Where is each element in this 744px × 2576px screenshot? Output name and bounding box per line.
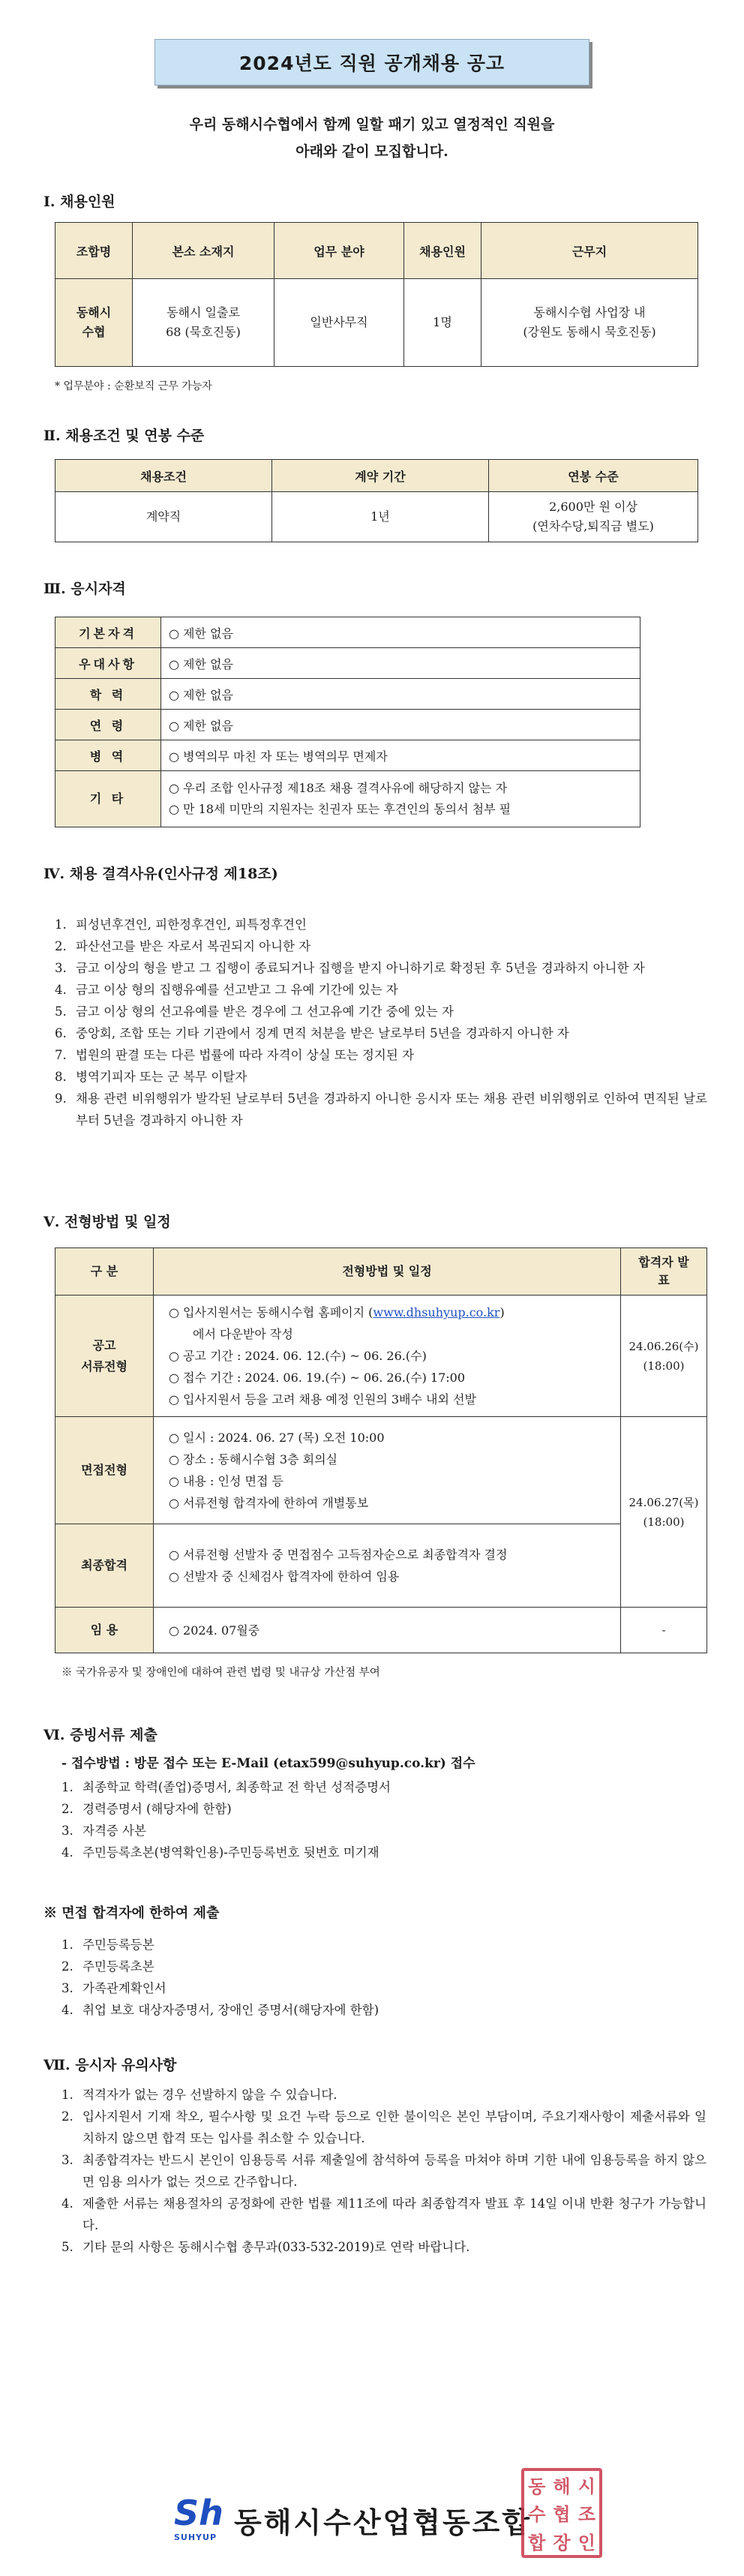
detail-text: ): [500, 1305, 505, 1320]
list-item: 9. 채용 관련 비위행위가 발각된 날로부터 5년을 경과하지 아니한 응시자 또는 채용 관련 비위행위로 인하여 면직된 날로부터 5년을 경과하지 아니한 자: [55, 1088, 707, 1131]
interview-docs-title: ※ 면접 합격자에 한하여 제출: [44, 1905, 220, 1921]
qualification-value: ○ 제한 없음: [161, 710, 640, 740]
result-line: (18:00): [643, 1359, 685, 1373]
table-header: 구 분: [56, 1248, 154, 1296]
recruit-note: * 업무분야 : 순환보직 근무 가능자: [55, 380, 212, 392]
list-item: 2. 경력증명서 (해당자에 한함): [62, 1798, 714, 1820]
section-6-title: Ⅵ. 증빙서류 제출: [44, 1727, 158, 1743]
detail-line: ○ 서류전형 합격자에 한하여 개별통보: [169, 1496, 369, 1510]
recruit-table: [55, 222, 698, 367]
table-header: 채용조건: [56, 460, 272, 492]
list-item: 4. 취업 보호 대상자증명서, 장애인 증명서(해당자에 한함): [62, 1999, 714, 2021]
seal-char: 장: [553, 2532, 571, 2553]
table-row: [56, 617, 640, 648]
detail-line: ○ 서류전형 선발자 중 면접점수 고득점자순으로 최종합격자 결정: [169, 1548, 508, 1562]
table-header: 전형방법 및 일정: [154, 1248, 621, 1296]
detail-line: ○ 입사지원서 등을 고려 채용 예정 인원의 3배수 내외 선발: [169, 1392, 476, 1407]
list-item: 8. 병역기피자 또는 군 복무 이탈자: [55, 1066, 707, 1088]
workplace-line: 동해시수협 사업장 내: [533, 305, 646, 320]
qualification-key: 연 령: [56, 710, 161, 740]
disqualification-list: [55, 914, 707, 1131]
condition-cell: 계약직: [56, 492, 272, 542]
table-row: [56, 679, 640, 710]
stage-key: 면접전형: [56, 1417, 154, 1524]
list-item-text: 가족관계확인서: [82, 1981, 166, 1995]
detail-line: 에서 다운받아 작성: [193, 1327, 293, 1341]
table-header: 연봉 수준: [489, 460, 698, 492]
qualification-key: 병 역: [56, 740, 161, 771]
list-item-text: 주민등록등본: [82, 1938, 154, 1952]
table-header: 근무지: [482, 223, 698, 279]
list-item: 2. 주민등록초본: [62, 1956, 714, 1977]
qualification-line: ○ 만 18세 미만의 지원자는 친권자 또는 후견인의 동의서 첨부 필: [169, 802, 512, 816]
qualification-value: ○ 병역의무 마친 자 또는 병역의무 면제자: [161, 740, 640, 771]
list-item: 1. 적격자가 없는 경우 선발하지 않을 수 있습니다.: [62, 2084, 706, 2106]
table-row: [56, 771, 640, 827]
list-item-text: 금고 이상의 형을 받고 그 집행이 종료되거나 집행을 받지 아니하기로 확정된 후 5년을 경과하지 아니한 자: [76, 961, 645, 975]
detail-line: ○ 장소 : 동해시수협 3층 회의실: [169, 1452, 338, 1467]
seal-char: 시: [578, 2476, 596, 2498]
period-cell: 1년: [272, 492, 489, 542]
suhyup-logo-icon: [174, 2493, 222, 2547]
table-header: 합격자 발 표: [621, 1248, 707, 1296]
result-line: 24.06.27(목): [628, 1495, 699, 1509]
section-4-title: Ⅳ. 채용 결격사유(인사규정 제18조): [44, 866, 278, 882]
qualification-key: 기 타: [56, 771, 161, 827]
detail-line: ○ 접수 기간 : 2024. 06. 19.(수) ~ 06. 26.(수) 17:00: [169, 1371, 466, 1385]
table-row: [56, 648, 640, 679]
table-row: [56, 740, 640, 771]
list-item: 1. 주민등록등본: [62, 1934, 714, 1956]
seal-char: 인: [578, 2532, 596, 2553]
list-item-text: 기타 문의 사항은 동해시수협 총무과(033-532-2019)로 연락 바랍니다.: [82, 2240, 470, 2254]
qualification-value: ○ 제한 없음: [161, 648, 640, 679]
list-item: 3. 금고 이상의 형을 받고 그 집행이 종료되거나 집행을 받지 아니하기로 확정된 후 5년을 경과하지 아니한 자: [55, 957, 707, 979]
seal-char: 조: [578, 2504, 596, 2526]
table-header: 업무 분야: [274, 223, 404, 279]
schedule-note: ※ 국가유공자 및 장애인에 대하여 관련 법령 및 내규상 가산점 부여: [62, 1667, 380, 1679]
list-item-text: 경력증명서 (해당자에 한함): [82, 1802, 232, 1816]
section-1-title: Ⅰ. 채용인원: [44, 194, 116, 210]
list-item: 4. 주민등록초본(병역확인용)-주민등록번호 뒷번호 미기재: [62, 1842, 714, 1863]
list-item-text: 최종합격자는 반드시 본인이 임용등록 서류 제출일에 참석하여 등록을 마쳐야 하며 기한 내에 임용등록을 하지 않으면 임용 의사가 없는 것으로 간주합니다.: [82, 2153, 706, 2189]
salary-cell: [489, 492, 698, 542]
list-item: 2. 입사지원서 기재 착오, 필수사항 및 요건 누락 등으로 인한 불이익은 본인 부담이며, 주요기재사항이 제출서류와 일치하지 않으면 합격 또는 입사를 취소할 수 있습니다.: [62, 2106, 706, 2149]
table-row: [56, 710, 640, 740]
list-item-text: 파산선고를 받은 자로서 복권되지 아니한 자: [76, 939, 311, 953]
table-header: 조합명: [56, 223, 133, 279]
list-item-text: 중앙회, 조합 또는 기타 기관에서 징계 면직 처분을 받은 날로부터 5년을 경과하지 아니한 자: [76, 1026, 569, 1040]
list-item: 2. 파산선고를 받은 자로서 복권되지 아니한 자: [55, 935, 707, 957]
qualification-value: [161, 771, 640, 827]
org-line: 동해시: [76, 305, 112, 320]
salary-line: (연차수당,퇴직금 별도): [532, 519, 654, 533]
organization-name: 동해시수산업협동조합: [234, 2506, 532, 2539]
list-item-text: 취업 보호 대상자증명서, 장애인 증명서(해당자에 한함): [82, 2003, 380, 2017]
table-row: [56, 492, 698, 542]
stage-key: [56, 1296, 154, 1417]
qualification-line: ○ 우리 조합 인사규정 제18조 채용 결격사유에 해당하지 않는 자: [169, 781, 508, 795]
table-row: [56, 279, 698, 367]
list-item: 4. 제출한 서류는 채용절차의 공정화에 관한 법률 제11조에 따라 최종합격자 발표 후 14일 이내 반환 청구가 가능합니다.: [62, 2193, 706, 2236]
list-item-text: 금고 이상 형의 선고유예를 받은 경우에 그 선고유예 기간 중에 있는 자: [76, 1004, 454, 1019]
detail-line: ○ 내용 : 인성 면접 등: [169, 1474, 284, 1488]
list-item: 4. 금고 이상 형의 집행유예를 선고받고 그 유예 기간에 있는 자: [55, 979, 707, 1001]
seal-char: 수: [528, 2504, 546, 2526]
result-cell: [621, 1417, 707, 1608]
list-item-text: 주민등록초본: [82, 1959, 154, 1974]
conditions-table: [55, 459, 698, 542]
list-item-text: 자격증 사본: [82, 1824, 146, 1838]
org-line: 수협: [82, 325, 106, 339]
table-row: [56, 1608, 707, 1653]
stage-key-line: 공고: [92, 1338, 116, 1353]
list-item: 3. 가족관계확인서: [62, 1977, 714, 1999]
list-item: 6. 중앙회, 조합 또는 기타 기관에서 징계 면직 처분을 받은 날로부터 5년을 경과하지 아니한 자: [55, 1022, 707, 1044]
qualification-key: 우대사항: [56, 648, 161, 679]
seal-char: 합: [528, 2532, 546, 2553]
section-3-title: Ⅲ. 응시자격: [44, 581, 126, 597]
list-item: 3. 최종합격자는 반드시 본인이 임용등록 서류 제출일에 참석하여 등록을 마쳐야 하며 기한 내에 임용등록을 하지 않으면 임용 의사가 없는 것으로 간주합니다.: [62, 2149, 706, 2193]
address-line: 68 (묵호진동): [166, 325, 241, 339]
qualification-key: 기본자격: [56, 617, 161, 648]
list-item: 5. 금고 이상 형의 선고유예를 받은 경우에 그 선고유예 기간 중에 있는 자: [55, 1001, 707, 1022]
table-header: 본소 소재지: [133, 223, 274, 279]
homepage-link[interactable]: www.dhsuhyup.co.kr: [373, 1305, 500, 1320]
result-cell: -: [621, 1608, 707, 1653]
list-item-text: 채용 관련 비위행위가 발각된 날로부터 5년을 경과하지 아니한 응시자 또는 채용 관련 비위행위로 인하여 면직된 날로부터 5년을 경과하지 아니한 자: [76, 1091, 707, 1127]
seal-char: 협: [553, 2504, 571, 2526]
intro-line-1: 우리 동해시수협에서 함께 일할 패기 있고 열정적인 직원을: [189, 116, 555, 133]
list-item-text: 적격자가 없는 경우 선발하지 않을 수 있습니다.: [82, 2088, 338, 2102]
detail-line: ○ 선발자 중 신체검사 합격자에 한하여 임용: [169, 1569, 400, 1584]
seal-char: 동: [528, 2476, 546, 2498]
submission-method: - 접수방법 : 방문 접수 또는 E-Mail (etax599@suhyup.co.kr) 접수: [62, 1756, 476, 1771]
list-item: 5. 기타 문의 사항은 동해시수협 총무과(033-532-2019)로 연락 바랍니다.: [62, 2236, 706, 2258]
address-cell: [133, 279, 274, 367]
qualification-value: ○ 제한 없음: [161, 617, 640, 648]
list-item-text: 최종학교 학력(졸업)증명서, 최종학교 전 학년 성적증명서: [82, 1780, 391, 1794]
logo-mark-text: Sh: [174, 2493, 224, 2533]
count-cell: 1명: [404, 279, 482, 367]
stage-key: 최종합격: [56, 1524, 154, 1608]
detail-line: [169, 1302, 620, 1323]
section-5-title: Ⅴ. 전형방법 및 일정: [44, 1214, 171, 1230]
field-cell: 일반사무직: [274, 279, 404, 367]
notice-list: [62, 2084, 706, 2258]
stage-detail: [154, 1417, 621, 1524]
list-item-text: 주민등록초본(병역확인용)-주민등록번호 뒷번호 미기재: [82, 1845, 380, 1860]
list-item: 1. 피성년후견인, 피한정후견인, 피특정후견인: [55, 914, 707, 935]
org-cell: [56, 279, 133, 367]
list-item-text: 입사지원서 기재 착오, 필수사항 및 요건 누락 등으로 인한 불이익은 본인 부담이며, 주요기재사항이 제출서류와 일치하지 않으면 합격 또는 입사를 취소할 수 있습니다.: [82, 2109, 706, 2145]
table-header: 채용인원: [404, 223, 482, 279]
schedule-table: [55, 1247, 707, 1653]
list-item-text: 제출한 서류는 채용절차의 공정화에 관한 법률 제11조에 따라 최종합격자 발표 후 14일 이내 반환 청구가 가능합니다.: [82, 2196, 706, 2232]
qualification-key: 학 력: [56, 679, 161, 710]
salary-line: 2,600만 원 이상: [549, 500, 638, 514]
section-2-title: Ⅱ. 채용조건 및 연봉 수준: [44, 428, 205, 444]
logo-caption: SUHYUP: [174, 2532, 218, 2542]
table-header-row: [56, 223, 698, 279]
list-item-text: 금고 이상 형의 집행유예를 선고받고 그 유예 기간에 있는 자: [76, 983, 398, 997]
stage-detail: ○ 2024. 07월중: [154, 1608, 621, 1653]
list-item: 1. 최종학교 학력(졸업)증명서, 최종학교 전 학년 성적증명서: [62, 1776, 714, 1798]
detail-line: ○ 공고 기간 : 2024. 06. 12.(수) ~ 06. 26.(수): [169, 1349, 427, 1363]
detail-line: ○ 일시 : 2024. 06. 27 (목) 오전 10:00: [169, 1431, 385, 1445]
workplace-cell: [482, 279, 698, 367]
address-line: 동해시 일출로: [166, 305, 240, 320]
list-item-text: 병역기피자 또는 군 복무 이탈자: [76, 1070, 248, 1084]
list-item: 7. 법원의 판결 또는 다른 법률에 따라 자격이 상실 또는 정지된 자: [55, 1044, 707, 1066]
interview-document-list: [62, 1934, 714, 2021]
table-row: [56, 1296, 707, 1417]
qualification-value: ○ 제한 없음: [161, 679, 640, 710]
list-item-text: 법원의 판결 또는 다른 법률에 따라 자격이 상실 또는 정지된 자: [76, 1048, 414, 1062]
table-header-row: [56, 1248, 707, 1296]
qualification-table: [55, 617, 640, 827]
table-header: 계약 기간: [272, 460, 489, 492]
list-item: 3. 자격증 사본: [62, 1820, 714, 1842]
stage-key-line: 서류전형: [81, 1359, 128, 1374]
stage-detail: [154, 1296, 621, 1417]
list-item-text: 피성년후견인, 피한정후견인, 피특정후견인: [76, 917, 307, 932]
seal-char: 해: [553, 2476, 571, 2498]
section-7-title: Ⅶ. 응시자 유의사항: [44, 2057, 177, 2073]
workplace-line: (강원도 동해시 묵호진동): [523, 325, 656, 339]
result-line: 24.06.26(수): [628, 1339, 699, 1353]
table-row: [56, 1524, 707, 1608]
result-cell: [621, 1296, 707, 1417]
table-row: [56, 1417, 707, 1524]
notice-title: 2024년도 직원 공개채용 공고: [154, 39, 590, 86]
document-list: [62, 1776, 714, 1863]
detail-text: ○ 입사지원서는 동해시수협 홈페이지 (: [169, 1305, 374, 1320]
footer: [0, 2447, 744, 2576]
result-line: (18:00): [643, 1515, 685, 1529]
stage-key: 임 용: [56, 1608, 154, 1653]
intro-line-2: 아래와 같이 모집합니다.: [296, 143, 448, 160]
official-seal-icon: [521, 2468, 602, 2558]
stage-detail: [154, 1524, 621, 1608]
table-header-row: [56, 460, 698, 492]
